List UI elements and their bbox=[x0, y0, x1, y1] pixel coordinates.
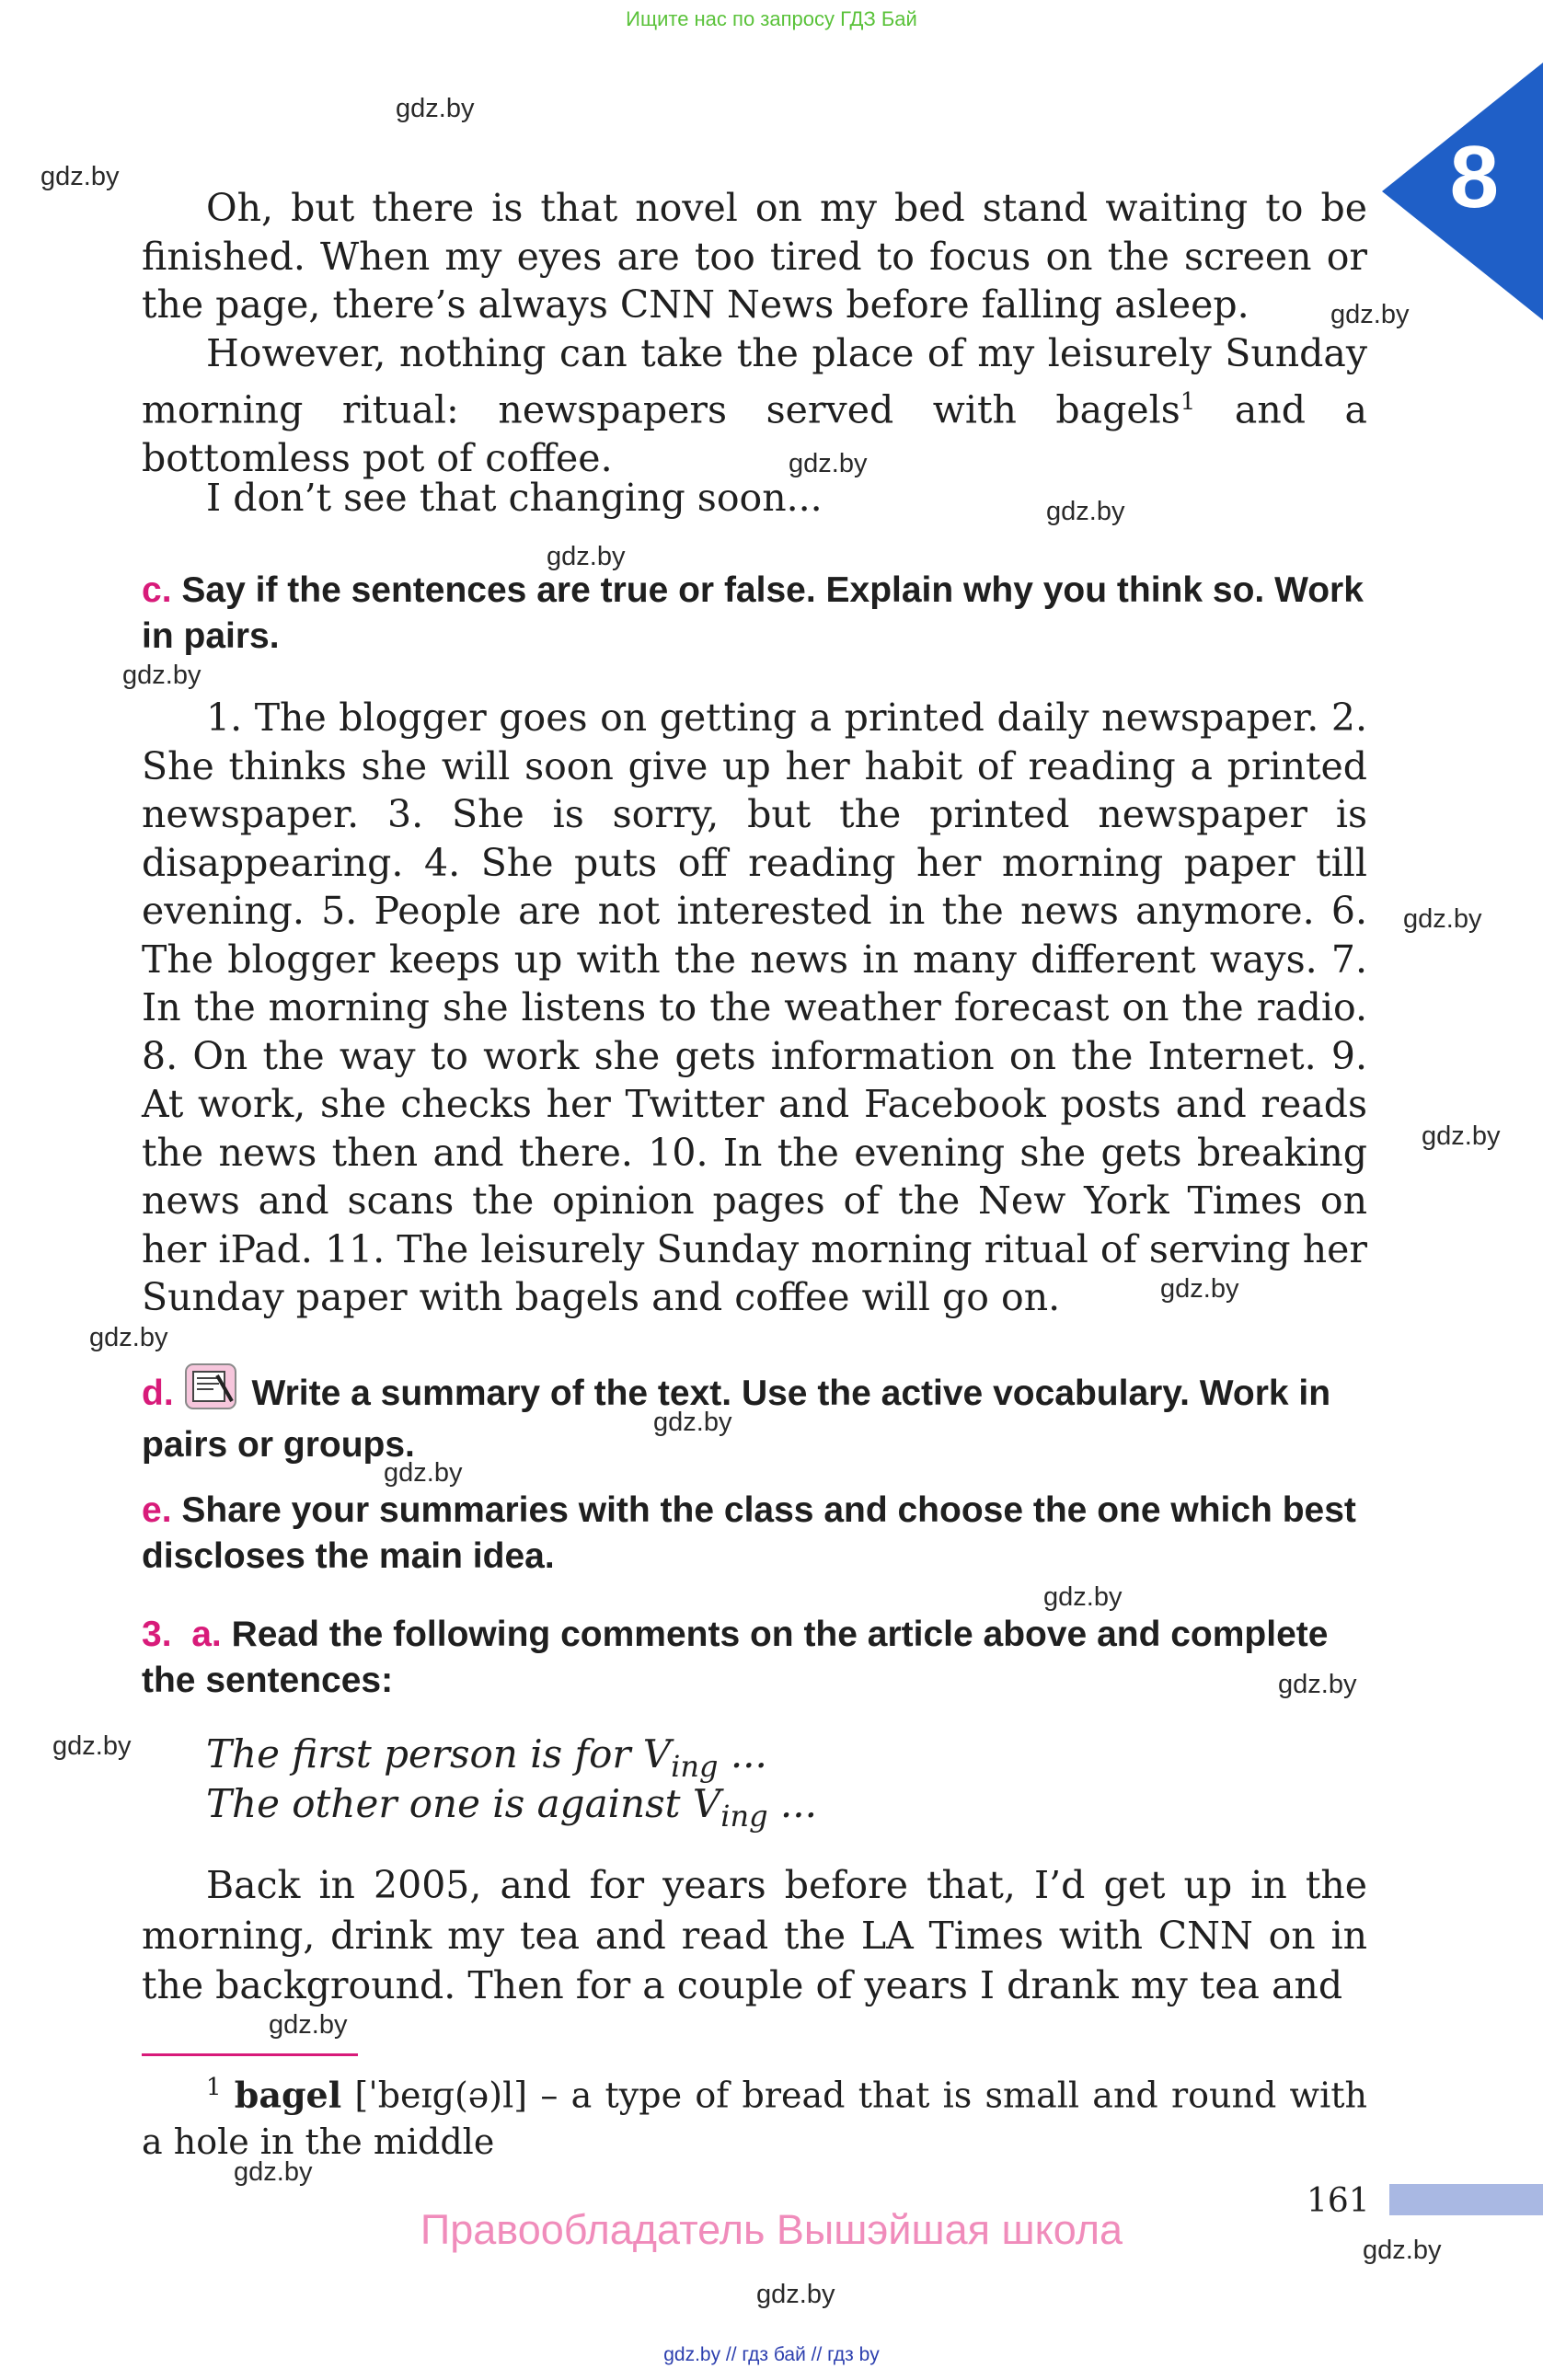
watermark: gdz.by bbox=[1403, 904, 1482, 934]
task-d: d. Write a summary of the text. Use the active vocabulary. Work in pairs or groups. bbox=[142, 1362, 1367, 1468]
watermark: gdz.by bbox=[52, 1731, 132, 1761]
comment-paragraph: Back in 2005, and for years before that, I’d get up in the morning, drink my tea and read the LA Times with CNN on in the background. Then for a couple of years I drank my tea and bbox=[142, 1863, 1367, 2007]
paragraph-closing: I don’t see that changing soon... bbox=[206, 476, 823, 520]
footnote-divider bbox=[142, 2053, 358, 2056]
watermark: gdz.by bbox=[384, 1458, 463, 1488]
paragraph-novel: Oh, but there is that novel on my bed stand waiting to be finished. When my eyes are too tired to focus on the screen or the page, there’s always CNN News before falling asleep. bbox=[142, 186, 1367, 327]
footnote: $^1$ bagel [ˈbeɪɡ(ə)l] – a type of bread that is small and round with a hole in the middle bbox=[142, 2074, 1367, 2162]
watermark: gdz.by bbox=[122, 661, 202, 690]
pattern-line-for: The first person is for $V_{ing}$ ... bbox=[206, 1731, 767, 1784]
watermark: gdz.by bbox=[1330, 300, 1410, 329]
watermark: gdz.by bbox=[1278, 1670, 1357, 1699]
task-letter: a. bbox=[191, 1615, 222, 1654]
watermark: gdz.by bbox=[1160, 1274, 1239, 1304]
task-letter: e. bbox=[142, 1490, 172, 1530]
watermark: gdz.by bbox=[396, 94, 475, 123]
copyright-owner: Правообладатель Вышэйшая школа bbox=[420, 2206, 1123, 2253]
watermark: gdz.by bbox=[547, 542, 626, 571]
watermark: gdz.by bbox=[1363, 2236, 1442, 2265]
watermark: gdz.by bbox=[234, 2157, 313, 2187]
statements-paragraph: 1. The blogger goes on getting a printed daily newspaper. 2. She thinks she will soon give up her habit of reading a printed newspaper. 3. She is sorry, but the printed newspaper is disappearing. 4. She puts off reading her morning paper till evening. 5. People are not interested in the news anymore. 6. The blogger keeps up with the news in many different ways. 7. In the morning she listens to the weather forecast on the radio. 8. On the way to work she gets information on the Internet. 9. At work, she checks her Twitter and Facebook posts and reads the news then and there. 10. In the evening she gets breaking news and scans the opinion pages of the New York Times on her iPad. 11. The leisurely Sunday morning ritual of serving her Sunday paper with bagels and coffee will go on. bbox=[142, 696, 1367, 1319]
footnote-term: bagel bbox=[234, 2074, 342, 2116]
task-3a: 3. a. Read the following comments on the article above and complete the sentences: bbox=[142, 1615, 1329, 1700]
task-letter: d. bbox=[142, 1374, 174, 1413]
watermark: gdz.by bbox=[756, 2280, 835, 2309]
chapter-number: 8 bbox=[1449, 128, 1499, 226]
paragraph-sunday-ritual: However, nothing can take the place of my leisurely Sunday morning ritual: newspapers served with bagels$^1$ and a bottomless pot of coffee. bbox=[142, 331, 1367, 480]
task-c: c. Say if the sentences are true or false. Explain why you think so. Work in pairs. bbox=[142, 570, 1364, 656]
page-number: 161 bbox=[1307, 2182, 1370, 2220]
footnote-reference: 1 bbox=[1180, 387, 1196, 416]
watermark: gdz.by bbox=[1422, 1121, 1501, 1151]
task-number: 3. bbox=[142, 1615, 172, 1654]
watermark: gdz.by bbox=[269, 2010, 348, 2040]
task-e: e. Share your summaries with the class and choose the one which best discloses the main idea. bbox=[142, 1490, 1356, 1576]
bottom-links[interactable]: gdz.by // гдз бай // гдз by bbox=[663, 2344, 880, 2365]
watermark: gdz.by bbox=[789, 449, 868, 478]
watermark: gdz.by bbox=[1046, 497, 1125, 526]
task-letter: c. bbox=[142, 570, 172, 610]
watermark: gdz.by bbox=[40, 162, 120, 191]
watermark: gdz.by bbox=[89, 1323, 168, 1352]
watermark: gdz.by bbox=[653, 1408, 732, 1437]
watermark: gdz.by bbox=[1043, 1582, 1123, 1612]
pattern-line-against: The other one is against $V_{ing}$ ... bbox=[206, 1781, 817, 1834]
footnote-mark: 1 bbox=[206, 2074, 222, 2101]
top-banner: Ищите нас по запросу ГДЗ Бай bbox=[626, 7, 917, 30]
write-notebook-icon bbox=[184, 1362, 237, 1422]
